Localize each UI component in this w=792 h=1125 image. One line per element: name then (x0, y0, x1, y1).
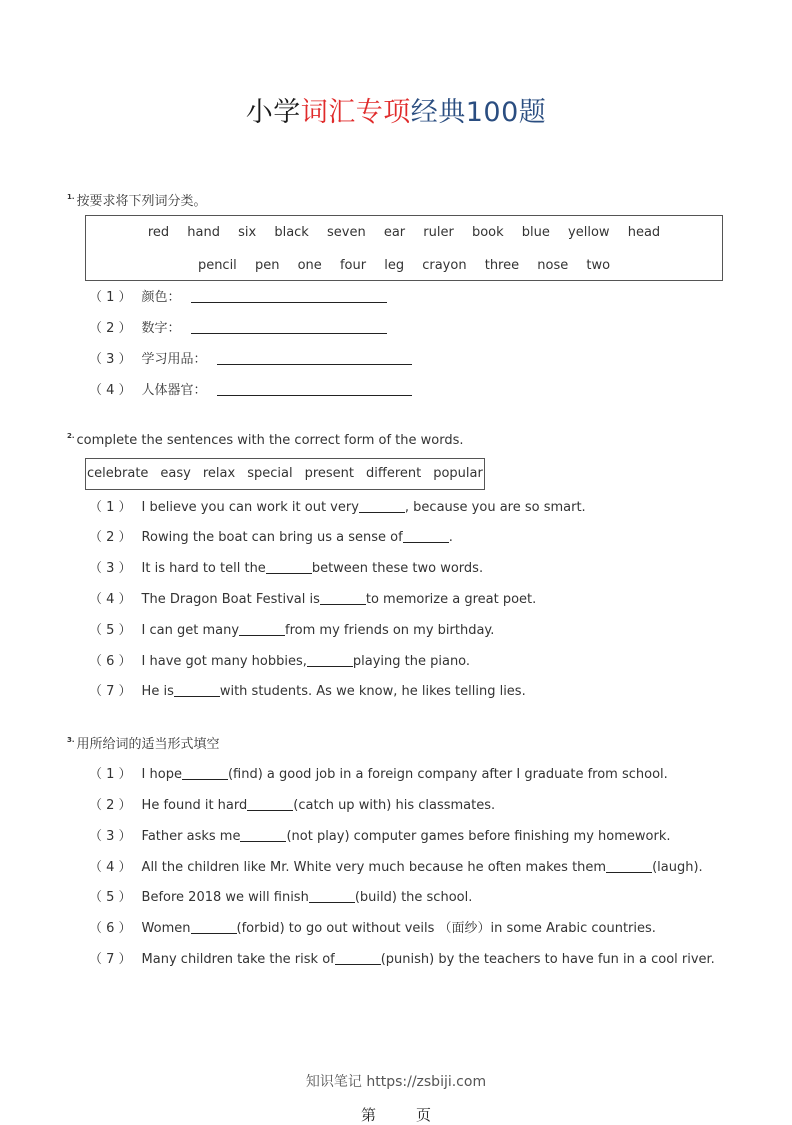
sentence-after: (forbid) to go out without veils （面纱）in some Arabic countries. (236, 921, 656, 936)
item-number: （ 5 ） (89, 623, 132, 638)
word-bank-row-2 (86, 258, 722, 273)
title-part-2: 词汇专项 (300, 97, 411, 128)
answer-blank[interactable] (309, 891, 355, 903)
question-2-item (89, 619, 494, 638)
sentence-after: between these two words. (311, 561, 484, 576)
sentence-before: I believe you can work it out very (141, 500, 359, 515)
word: one (297, 258, 322, 273)
word-bank-box (85, 215, 723, 281)
word: seven (326, 225, 366, 240)
word: different (366, 466, 422, 481)
answer-line[interactable] (191, 322, 387, 334)
question-2-item (89, 680, 526, 699)
item-number: （ 1 ） (89, 290, 132, 305)
word: ruler (423, 225, 454, 240)
word: crayon (422, 258, 467, 273)
item-number: （ 2 ） (89, 530, 132, 545)
item-number: （ 6 ） (89, 654, 132, 669)
word: yellow (568, 225, 610, 240)
item-number: （ 1 ） (89, 767, 132, 782)
question-number: 1. (67, 193, 75, 201)
sentence-before: He is (141, 684, 174, 699)
question-3-heading (67, 733, 220, 752)
sentence-after: (punish) by the teachers to have fun in a cool river. (380, 952, 715, 967)
page-title (0, 90, 792, 129)
word: six (238, 225, 257, 240)
item-number: （ 4 ） (89, 592, 132, 607)
word: hand (187, 225, 220, 240)
question-3-item (89, 794, 495, 813)
sentence-before: He found it hard (141, 798, 248, 813)
sentence-before: Women (141, 921, 191, 936)
question-number: 3. (67, 736, 75, 744)
answer-blank[interactable] (239, 624, 285, 636)
item-label: 人体器官： (141, 383, 207, 398)
answer-line[interactable] (191, 291, 387, 303)
question-instruction: 用所给词的适当形式填空 (76, 737, 220, 752)
word: easy (160, 466, 191, 481)
answer-blank[interactable] (240, 830, 286, 842)
word: four (339, 258, 367, 273)
question-2-heading (67, 432, 464, 448)
item-number: （ 4 ） (89, 383, 132, 398)
sentence-after: from my friends on my birthday. (285, 623, 495, 638)
item-number: （ 3 ） (89, 829, 132, 844)
answer-blank[interactable] (266, 562, 312, 574)
question-1-heading (67, 190, 207, 209)
item-number: （ 1 ） (89, 500, 132, 515)
question-3-item (89, 948, 715, 967)
question-3-item (89, 763, 668, 782)
page-number (0, 1104, 792, 1125)
sentence-after: . (448, 530, 453, 545)
page-label-right: 页 (416, 1106, 432, 1124)
word: book (471, 225, 504, 240)
word: red (147, 225, 170, 240)
question-3-item (89, 856, 703, 875)
answer-blank[interactable] (320, 593, 366, 605)
sentence-before: I can get many (141, 623, 240, 638)
word: popular (433, 466, 483, 481)
sentence-before: I have got many hobbies, (141, 654, 307, 669)
word-bank-box (85, 458, 485, 490)
sentence-after: playing the piano. (352, 654, 471, 669)
sentence-after: (laugh). (652, 860, 703, 875)
item-number: （ 3 ） (89, 561, 132, 576)
word-bank-row-1 (86, 225, 722, 240)
question-3-item (89, 825, 670, 844)
item-number: （ 4 ） (89, 860, 132, 875)
sentence-before: I hope (141, 767, 182, 782)
question-2-item (89, 588, 536, 607)
sentence-after: with students. As we know, he likes telling lies. (219, 684, 526, 699)
word: special (247, 466, 293, 481)
question-1-item (89, 379, 412, 398)
title-part-1: 小学 (245, 97, 301, 128)
sentence-after: (catch up with) his classmates. (293, 798, 496, 813)
word: pen (254, 258, 280, 273)
sentence-before: Father asks me (141, 829, 241, 844)
answer-blank[interactable] (174, 685, 220, 697)
sentence-after: to memorize a great poet. (365, 592, 537, 607)
sentence-before: The Dragon Boat Festival is (141, 592, 320, 607)
question-3-item (89, 917, 656, 936)
sentence-before: All the children like Mr. White very much because he often makes them (141, 860, 607, 875)
answer-blank[interactable] (182, 768, 228, 780)
sentence-before: Many children take the risk of (141, 952, 335, 967)
item-number: （ 7 ） (89, 684, 132, 699)
watermark-footer: 知识笔记 https://zsbiji.com (305, 1074, 487, 1090)
item-number: （ 6 ） (89, 921, 132, 936)
item-label: 学习用品： (141, 352, 207, 367)
sentence-before: Before 2018 we will finish (141, 890, 309, 905)
word: black (274, 225, 309, 240)
item-label: 数字： (141, 321, 181, 336)
word: present (304, 466, 354, 481)
sentence-after: (not play) computer games before finishing my homework. (286, 829, 671, 844)
word: relax (202, 466, 236, 481)
word: leg (384, 258, 405, 273)
answer-blank[interactable] (335, 953, 381, 965)
sentence-after: , because you are so smart. (404, 500, 586, 515)
question-2-item (89, 650, 470, 669)
sentence-before: It is hard to tell the (141, 561, 266, 576)
item-number: （ 2 ） (89, 798, 132, 813)
item-number: （ 3 ） (89, 352, 132, 367)
answer-blank[interactable] (403, 531, 449, 543)
answer-line[interactable] (217, 353, 412, 365)
item-number: （ 2 ） (89, 321, 132, 336)
question-1-item (89, 348, 412, 367)
word: head (627, 225, 661, 240)
page-label-left: 第 (360, 1106, 376, 1124)
sentence-after: (find) a good job in a foreign company after I graduate from school. (227, 767, 668, 782)
word: ear (383, 225, 406, 240)
word: two (586, 258, 611, 273)
question-3-item (89, 886, 472, 905)
item-number: （ 5 ） (89, 890, 132, 905)
answer-blank[interactable] (606, 861, 652, 873)
word: celebrate (87, 466, 149, 481)
answer-blank[interactable] (191, 922, 237, 934)
word: nose (537, 258, 569, 273)
answer-blank[interactable] (359, 501, 405, 513)
word: pencil (197, 258, 237, 273)
item-label: 颜色： (141, 290, 181, 305)
question-instruction: complete the sentences with the correct form of the words. (76, 433, 464, 448)
title-part-3: 经典100题 (410, 97, 547, 128)
question-2-item (89, 526, 453, 545)
answer-blank[interactable] (247, 799, 293, 811)
item-number: （ 7 ） (89, 952, 132, 967)
answer-line[interactable] (217, 384, 412, 396)
question-2-item (89, 496, 586, 515)
sentence-before: Rowing the boat can bring us a sense of (141, 530, 403, 545)
question-2-item (89, 557, 483, 576)
question-1-item (89, 317, 387, 336)
question-instruction: 按要求将下列词分类。 (76, 194, 207, 209)
question-1-item (89, 286, 387, 305)
word: three (484, 258, 520, 273)
question-number: 2. (67, 432, 75, 440)
word: blue (521, 225, 550, 240)
sentence-after: (build) the school. (354, 890, 473, 905)
answer-blank[interactable] (307, 655, 353, 667)
